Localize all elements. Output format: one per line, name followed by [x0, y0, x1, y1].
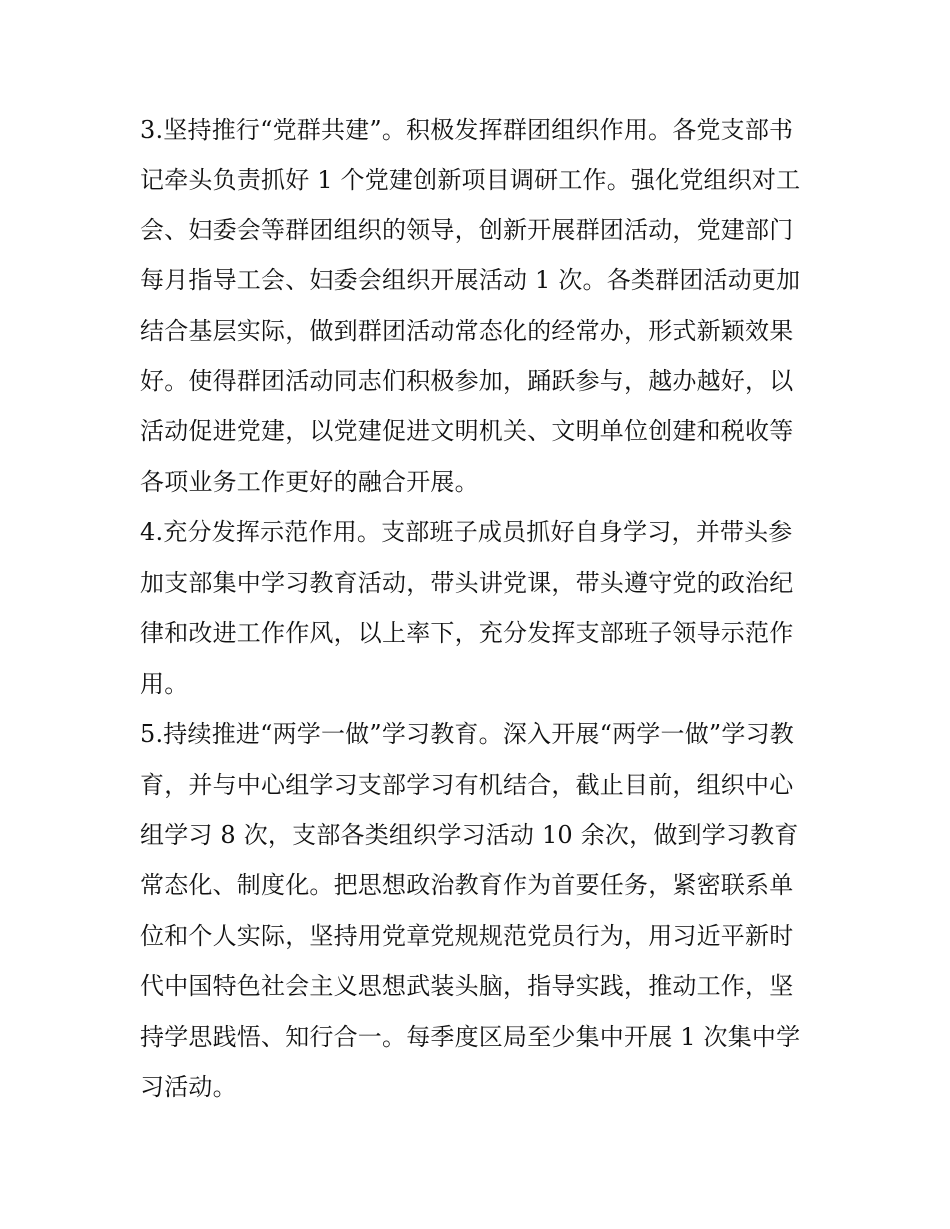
text-line: 常态化、制度化。把思想政治教育作为首要任务，紧密联系单	[140, 871, 794, 899]
text-line: 习活动。	[140, 1073, 237, 1101]
text-line: 结合基层实际，做到群团活动常态化的经常办，形式新颖效果	[140, 317, 794, 345]
text-line: 律和改进工作作风，以上率下，充分发挥支部班子领导示范作	[140, 619, 794, 647]
text-line: 加支部集中学习教育活动，带头讲党课，带头遵守党的政治纪	[140, 569, 794, 597]
text-line: 育，并与中心组学习支部学习有机结合，截止目前，组织中心	[140, 771, 794, 799]
text-line: 5.持续推进“两学一做”学习教育。深入开展“两学一做”学习教	[140, 720, 794, 748]
text-line: 位和个人实际，坚持用党章党规规范党员行为，用习近平新时	[140, 922, 794, 950]
text-line: 好。使得群团活动同志们积极参加，踊跃参与，越办越好，以	[140, 367, 794, 395]
text-line: 组学习 8 次，支部各类组织学习活动 10 余次，做到学习教育	[140, 821, 799, 849]
text-line: 4.充分发挥示范作用。支部班子成员抓好自身学习，并带头参	[140, 518, 793, 546]
text-line: 记牵头负责抓好 1 个党建创新项目调研工作。强化党组织对工	[140, 166, 801, 194]
text-line: 代中国特色社会主义思想武装头脑，指导实践，推动工作，坚	[140, 972, 794, 1000]
text-line: 持学思践悟、知行合一。每季度区局至少集中开展 1 次集中学	[140, 1023, 801, 1051]
text-line: 用。	[140, 670, 189, 698]
text-line: 会、妇委会等群团组织的领导，创新开展群团活动，党建部门	[140, 216, 794, 244]
text-line: 每月指导工会、妇委会组织开展活动 1 次。各类群团活动更加	[140, 266, 801, 294]
text-line: 3.坚持推行“党群共建”。积极发挥群团组织作用。各党支部书	[140, 116, 794, 144]
text-line: 各项业务工作更好的融合开展。	[140, 468, 479, 496]
text-line: 活动促进党建，以党建促进文明机关、文明单位创建和税收等	[140, 417, 794, 445]
